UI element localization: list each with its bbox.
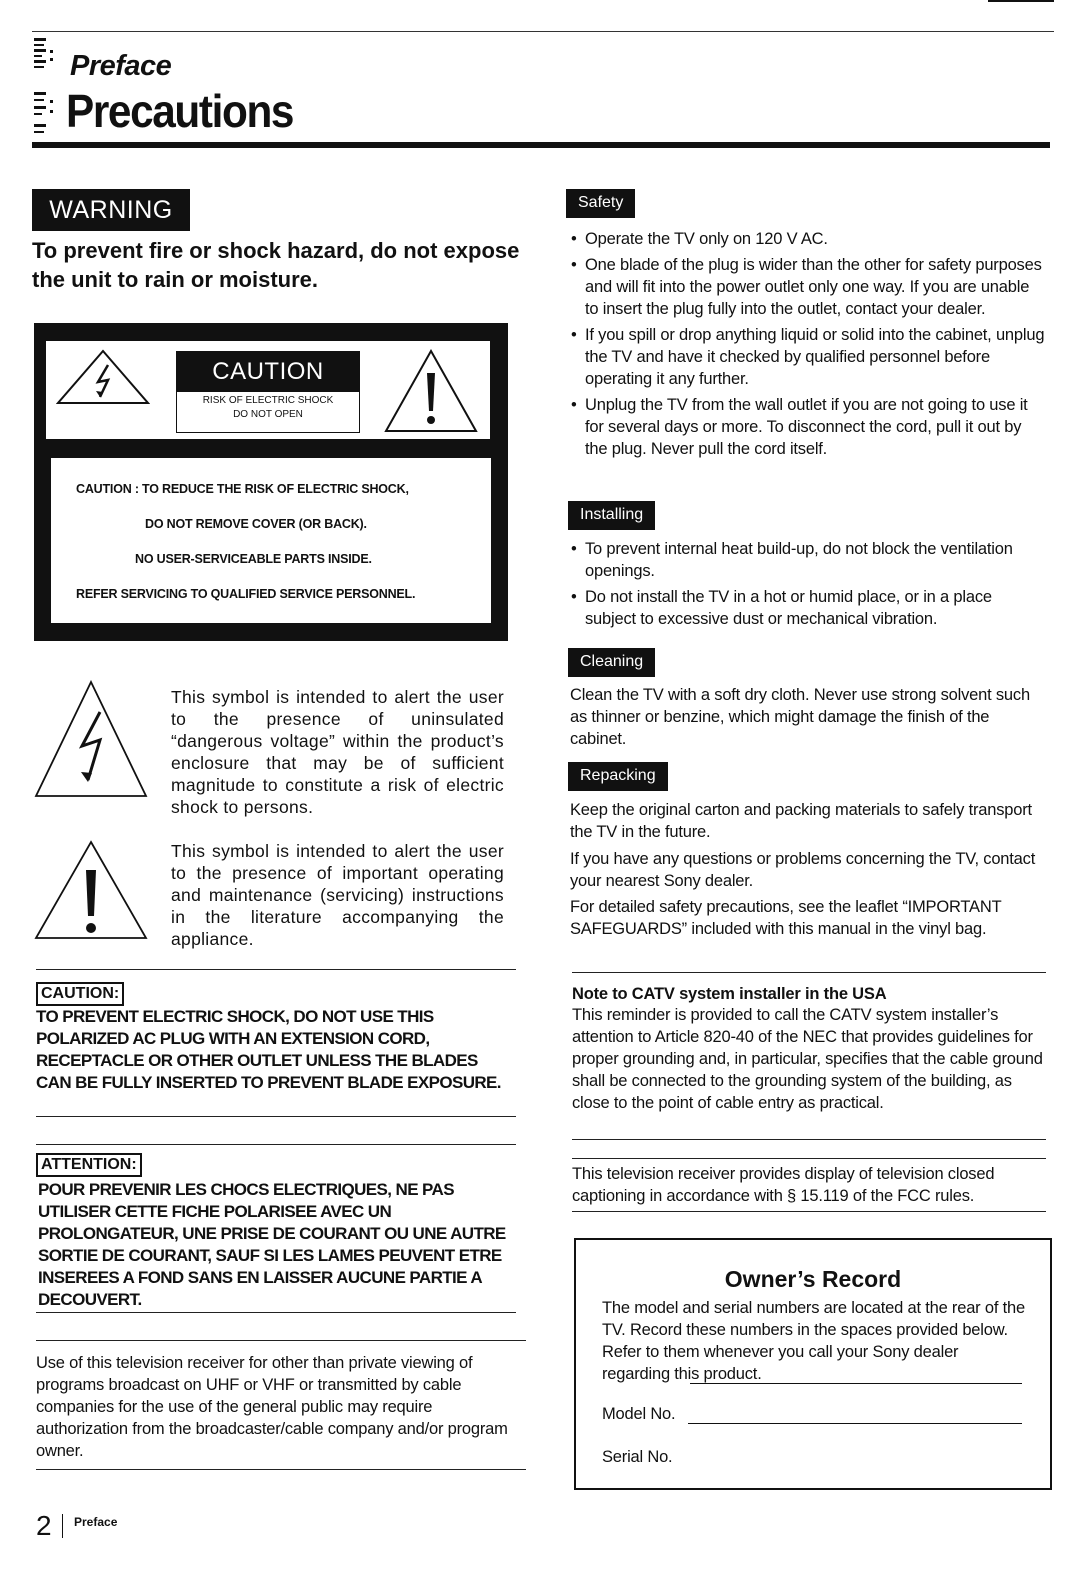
caution-badge <box>176 351 360 433</box>
caution-plug-heading-wrap <box>36 982 124 1006</box>
owners-record-text: The model and serial numbers are located at the rear of the TV. Record these numbers in the spaces provided below. Refer to them whenever you call your Sony dealer regarding this product. <box>602 1299 1025 1383</box>
divider <box>36 1116 516 1117</box>
exclamation-symbol-text: This symbol is intended to alert the user to the presence of important operating and maintenance (servicing) instructions in the literature accompanying the appliance. <box>171 841 504 949</box>
title-rule <box>32 142 1050 148</box>
divider <box>572 1211 1046 1212</box>
attention-heading: ATTENTION: <box>36 1153 142 1177</box>
divider <box>36 1340 526 1341</box>
top-corner-mark <box>988 0 1054 2</box>
caution-plug-text: TO PREVENT ELECTRIC SHOCK, DO NOT USE THIS POLARIZED AC PLUG WITH AN EXTENSION CORD, RECEPTACLE OR OTHER OUTLET UNLESS THE BLADES CAN BE FULLY INSERTED TO PREVENT BLADE EXPOSURE. <box>36 1007 501 1092</box>
record-underline <box>690 1383 1022 1384</box>
captioning-text: This television receiver provides display of television closed captioning in accordance with § 15.119 of the FCC rules. <box>572 1165 995 1205</box>
caution-badge-sub1: RISK OF ELECTRIC SHOCK <box>202 395 334 406</box>
exclamation-warning-icon <box>384 349 478 433</box>
model-no-label: Model No. <box>602 1405 676 1423</box>
catv-text: This reminder is provided to call the CATV system installer’s attention to Article 820-40 of the NEC that provides guidelines for proper grounding and, in particular, specifies that the cable ground shall be connected to the grounding system of the building, as close to the point of cable entry as practical. <box>572 1006 1043 1112</box>
list-item: • Do not install the TV in a hot or humid place, or in a place subject to excessive dust or mechanical vibration. <box>569 586 1045 630</box>
caution-badge-title: CAUTION <box>177 352 359 392</box>
top-rule <box>32 31 1054 32</box>
divider <box>572 1139 1046 1140</box>
repacking-label: Repacking <box>568 762 668 791</box>
cleaning-text: Clean the TV with a soft dry cloth. Never use strong solvent such as thinner or benzine, which might damage the finish of the cabinet. <box>570 686 1030 748</box>
catv-heading: Note to CATV system installer in the USA <box>572 985 887 1003</box>
list-item: • To prevent internal heat build-up, do not block the ventilation openings. <box>569 538 1045 582</box>
warning-text: To prevent fire or shock hazard, do not expose the unit to rain or moisture. <box>32 238 520 292</box>
safety-label: Safety <box>566 189 635 218</box>
exclamation-symbol-icon <box>34 840 148 940</box>
list-item: • Operate the TV only on 120 V AC. <box>569 228 1045 250</box>
caution-line-1: CAUTION : TO REDUCE THE RISK OF ELECTRIC SHOCK, <box>76 482 409 496</box>
cleaning-label: Cleaning <box>568 648 655 677</box>
repacking-text-2: If you have any questions or problems concerning the TV, contact your nearest Sony dealer. <box>570 850 1036 890</box>
repacking-text-3: For detailed safety precautions, see the leaflet “IMPORTANT SAFEGUARDS” included with this manual in the vinyl bag. <box>570 898 1002 938</box>
footer-divider <box>62 1514 63 1538</box>
safety-list <box>569 228 1045 464</box>
lightning-warning-icon <box>56 349 150 405</box>
caution-line-2: DO NOT REMOVE COVER (OR BACK). <box>145 517 367 531</box>
list-item: • Unplug the TV from the wall outlet if you are not going to use it for several days or more. To disconnect the cord, pull it out by the plug. Never pull the cord itself. <box>569 394 1045 460</box>
list-item: • One blade of the plug is wider than the other for safety purposes and will fit into the power outlet only one way. If you are unable to insert the plug fully into the outlet, contact your dealer. <box>569 254 1045 320</box>
caution-badge-sub2: DO NOT OPEN <box>233 409 303 420</box>
section-tab-icon <box>32 36 60 146</box>
page-number: 2 <box>36 1510 52 1541</box>
usage-note: Use of this television receiver for other than private viewing of programs broadcast on UHF or VHF or transmitted by cable companies for the use of the general public may require authorization from the broadcaster/cable company and/or program owner. <box>36 1354 508 1460</box>
divider <box>36 1144 516 1145</box>
repacking-text-1: Keep the original carton and packing materials to safely transport the TV in the future. <box>570 801 1032 841</box>
page-title: Precautions <box>66 85 294 137</box>
serial-no-label: Serial No. <box>602 1448 673 1466</box>
divider <box>36 1469 526 1470</box>
divider <box>36 969 516 970</box>
owners-record-title: Owner’s Record <box>724 1266 902 1292</box>
divider <box>572 972 1046 973</box>
installing-list <box>569 538 1045 634</box>
installing-label: Installing <box>568 501 655 530</box>
warning-label: WARNING <box>32 189 190 231</box>
lightning-symbol-text: This symbol is intended to alert the user to the presence of uninsulated “dangerous voltage” within the product’s enclosure that may be of sufficient magnitude to constitute a risk of electric shock to persons. <box>171 687 504 817</box>
attention-text: POUR PREVENIR LES CHOCS ELECTRIQUES, NE PAS UTILISER CETTE FICHE POLARISEE AVEC UN PROLONGATEUR, UNE PRISE DE COURANT OU UNE AUTRE SORTIE DE COURANT, SAUF SI LES LAMES PEUVENT ETRE INSEREES A FOND SANS EN LAISSER AUCUNE PARTIE A DECOUVERT. <box>38 1180 506 1309</box>
caution-line-4: REFER SERVICING TO QUALIFIED SERVICE PERSONNEL. <box>76 587 416 601</box>
attention-heading-wrap <box>36 1153 142 1177</box>
caution-plug-heading: CAUTION: <box>36 982 124 1006</box>
section-label: Preface <box>70 50 172 82</box>
divider <box>36 1312 516 1313</box>
lightning-symbol-icon <box>34 680 148 798</box>
list-item: • If you spill or drop anything liquid or solid into the cabinet, unplug the TV and have it checked by qualified personnel before operating it any further. <box>569 324 1045 390</box>
model-no-field[interactable] <box>688 1423 1022 1424</box>
footer-section: Preface <box>74 1515 118 1529</box>
caution-line-3: NO USER-SERVICEABLE PARTS INSIDE. <box>135 552 372 566</box>
divider <box>572 1158 1046 1159</box>
